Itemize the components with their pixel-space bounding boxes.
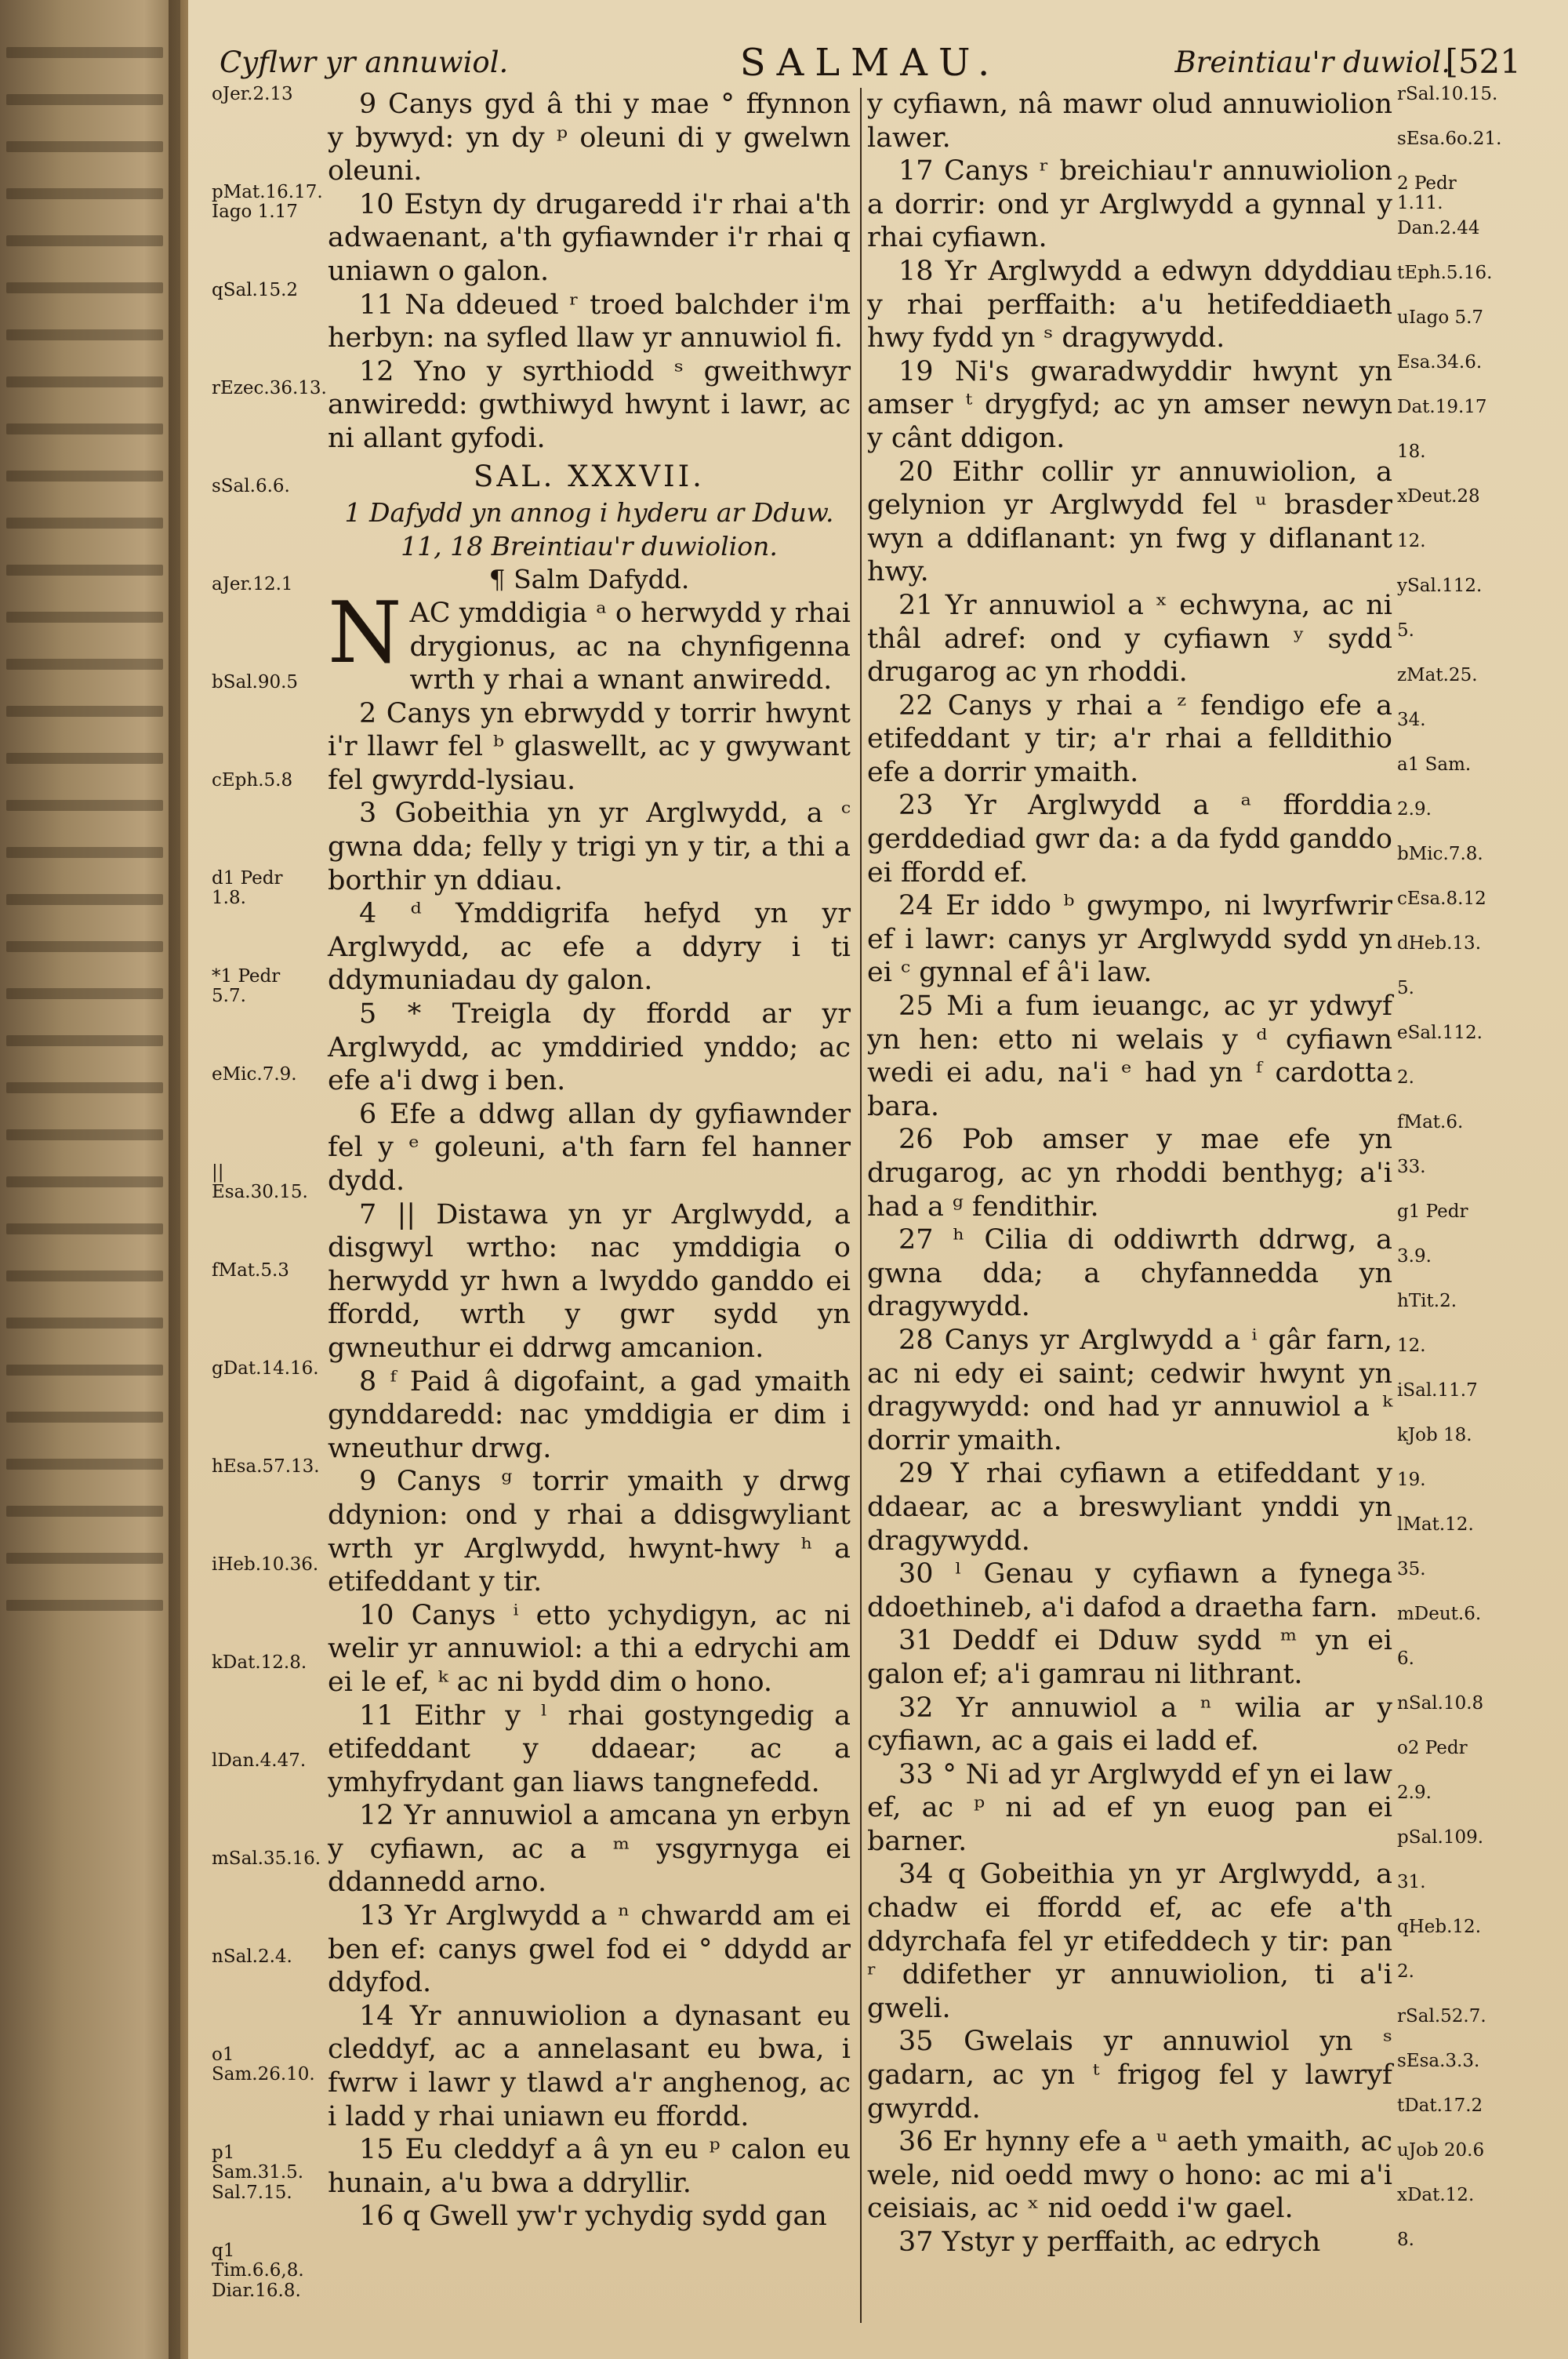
cross-reference: 34.: [1397, 710, 1426, 730]
cross-reference: hEsa.57.13.: [212, 1456, 320, 1477]
cross-reference: g1 Pedr: [1397, 1201, 1468, 1222]
verse: 28 Canys yr Arglwydd a ⁱ gâr farn, ac ni edy ei saint; cedwir hwynt yn dragywydd: ond had yr annuwiol a ᵏ dorrir ymaith.: [867, 1324, 1392, 1456]
cross-reference: 35.: [1397, 1559, 1426, 1579]
verse: 29 Y rhai cyfiawn a etifeddant y ddaear, ac a breswyliant ynddi yn dragywydd.: [867, 1458, 1392, 1557]
verse: 9 Canys gyd â thi y mae ° ffynnon y bywyd: yn dy ᵖ oleuni di y gwelwn oleuni.: [328, 89, 851, 187]
cross-reference: *1 Pedr 5.7.: [212, 966, 281, 1007]
cross-reference: 8.: [1397, 2230, 1414, 2250]
verse: 30 ˡ Genau y cyfiawn a fynega ddoethineb, a'i dafod a draetha farn.: [867, 1558, 1392, 1623]
verse: 22 Canys y rhai a ᶻ fendigo efe a etifeddant y tir; a'r rhai a felldithio efe a dorrir ymaith.: [867, 689, 1392, 788]
cross-reference: p1 Sam.31.5. Sal.7.15.: [212, 2143, 304, 2203]
cross-reference: nSal.2.4.: [212, 1946, 292, 1967]
cross-reference: 33.: [1397, 1157, 1426, 1177]
header-left: Cyflwr yr annuwiol.: [220, 45, 509, 79]
verse: 23 Yr Arglwydd a ᵃ fforddia gerddediad gwr da: a da fydd ganddo ei ffordd ef.: [867, 790, 1392, 889]
cross-reference: 18.: [1397, 442, 1426, 462]
cross-reference: 2 Pedr 1.11.: [1397, 173, 1457, 214]
verse: 3 Gobeithia yn yr Arglwydd, a ᶜ gwna dda; felly y trigi yn y tir, a thi a borthir yn ddiau.: [328, 798, 851, 896]
cross-reference: 31.: [1397, 1872, 1426, 1892]
cross-reference: 3.9.: [1397, 1246, 1432, 1267]
verse: 33 ° Ni ad yr Arglwydd ef yn ei law ef, ac ᵖ ni ad ef yn euog pan ei barner.: [867, 1758, 1392, 1857]
verse: 6 Efe a ddwg allan dy gyfiawnder fel y ᵉ goleuni, a'th farn fel hanner dydd.: [328, 1098, 851, 1197]
verse: 11 Eithr y ˡ rhai gostyngedig a etifeddant y ddaear; ac a ymhyfrydant gan liaws tangnefedd.: [328, 1699, 851, 1798]
cross-reference: oJer.2.13: [212, 84, 293, 104]
cross-reference: sEsa.3.3.: [1397, 2051, 1480, 2071]
cross-reference: zMat.25.: [1397, 665, 1478, 685]
cross-reference: qHeb.12.: [1397, 1917, 1482, 1937]
cross-reference: ySal.112.: [1397, 576, 1483, 596]
cross-reference: pMat.16.17. Iago 1.17: [212, 182, 323, 223]
cross-reference: mDeut.6.: [1397, 1604, 1482, 1624]
cross-reference: xDeut.28: [1397, 486, 1480, 507]
verse: 35 Gwelais yr annuwiol yn ˢ gadarn, ac yn ᵗ frigog fel y lawryf gwyrdd.: [867, 2026, 1392, 2125]
column-divider: [860, 88, 862, 2323]
verse: 9 Canys ᵍ torrir ymaith y drwg ddynion: ond y rhai a ddisgwyliant wrth yr Arglwydd, hwynt-hwy ʰ a etifeddant y tir.: [328, 1466, 851, 1598]
cross-reference: q1 Tim.6.6,8. Diar.16.8.: [212, 2241, 304, 2301]
cross-reference: uJob 20.6: [1397, 2140, 1485, 2161]
header-right: Breintiau'r duwiol.: [1174, 45, 1450, 79]
cross-reference: bSal.90.5: [212, 672, 299, 692]
header-title: SALMAU.: [739, 41, 1001, 85]
cross-reference: kJob 18.: [1397, 1425, 1472, 1445]
cross-reference: Dan.2.44: [1397, 218, 1480, 238]
cross-reference: 2.9.: [1397, 1783, 1432, 1803]
cross-reference: || Esa.30.15.: [212, 1162, 308, 1203]
cross-reference: cEsa.8.12: [1397, 889, 1486, 909]
psalm-title: SAL. XXXVII.: [474, 459, 705, 493]
verse: 12 Yr annuwiol a amcana yn erbyn y cyfiawn, ac a ᵐ ysgyrnyga ei ddannedd arno.: [328, 1800, 851, 1899]
cross-reference: rSal.52.7.: [1397, 2006, 1486, 2026]
cross-reference: d1 Pedr 1.8.: [212, 868, 283, 909]
cross-reference: nSal.10.8: [1397, 1693, 1484, 1714]
cross-reference: iSal.11.7: [1397, 1380, 1478, 1401]
cross-reference: pSal.109.: [1397, 1827, 1484, 1848]
psalm-summary: 1 Dafydd yn annog i hyderu ar Dduw. 11, 18 Breintiau'r duwiolion.: [344, 497, 834, 562]
cross-reference: gDat.14.16.: [212, 1358, 319, 1379]
cross-reference: lDan.4.47.: [212, 1750, 307, 1771]
cross-reference: aJer.12.1: [212, 574, 293, 594]
verse: 4 ᵈ Ymddigrifa hefyd yn yr Arglwydd, ac efe a ddyry i ti ddymuniadau dy galon.: [328, 898, 851, 997]
cross-reference: 6.: [1397, 1648, 1414, 1669]
verse: 36 Er hynny efe a ᵘ aeth ymaith, ac wele, nid oedd mwy o hono: ac mi a'i ceisiais, ac ˣ nid oedd i'w gael.: [867, 2126, 1392, 2225]
verse: 12 Yno y syrthiodd ˢ gweithwyr anwiredd: gwthiwyd hwynt i lawr, ac ni allant gyfodi.: [328, 355, 851, 454]
verse: 11 Na ddeued ʳ troed balchder i'm herbyn: na syfled llaw yr annuwiol fi.: [328, 289, 851, 354]
cross-reference: mSal.35.16.: [212, 1848, 321, 1869]
verse: 16 q Gwell yw'r ychydig sydd gan: [359, 2201, 827, 2233]
page-number: [521: [1445, 42, 1521, 81]
verse: 19 Ni's gwaradwyddir hwynt yn amser ᵗ drygfyd; ac yn amser newyn y cânt ddigon.: [867, 355, 1392, 454]
previous-page-edge: [0, 0, 180, 2359]
verse: 20 Eithr collir yr annuwiolion, a gelynion yr Arglwydd fel ᵘ brasder wyn a ddiflanant: yn fwg y diflanant hwy.: [867, 456, 1392, 588]
cross-reference: xDat.12.: [1397, 2185, 1475, 2205]
cross-reference: 12.: [1397, 1336, 1426, 1356]
cross-reference: 12.: [1397, 531, 1426, 551]
cross-reference: 2.: [1397, 1961, 1414, 1982]
cross-reference: Dat.19.17: [1397, 397, 1487, 417]
verse: 31 Deddf ei Dduw sydd ᵐ yn ei galon ef; a'i gamrau ni lithrant.: [867, 1625, 1392, 1690]
cross-reference: bMic.7.8.: [1397, 844, 1483, 864]
verse: 21 Yr annuwiol a ˣ echwyna, ac ni thâl adref: ond y cyfiawn ʸ sydd drugarog ac yn rhoddi.: [867, 589, 1392, 689]
verse: 37 Ystyr y perffaith, ac edrych: [898, 2226, 1321, 2258]
cross-reference: o2 Pedr: [1397, 1738, 1468, 1758]
psalm-heading: ¶ Salm Dafydd.: [488, 564, 690, 595]
cross-reference: sEsa.6o.21.: [1397, 129, 1502, 149]
cross-reference: 19.: [1397, 1470, 1426, 1490]
verse: 10 Estyn dy drugaredd i'r rhai a'th adwaenant, a'th gyfiawnder i'r rhai q uniawn o galon.: [328, 188, 851, 287]
cross-reference: fMat.6.: [1397, 1112, 1464, 1132]
verse: 27 ʰ Cilia di oddiwrth ddrwg, a gwna dda; a chyfannedda yn dragywydd.: [867, 1224, 1392, 1323]
cross-reference: rSal.10.15.: [1397, 84, 1498, 104]
verse: 32 Yr annuwiol a ⁿ wilia ar y cyfiawn, ac a gais ei ladd ef.: [867, 1692, 1392, 1757]
verse: 7 || Distawa yn yr Arglwydd, a disgwyl wrtho: nac ymddigia o herwydd yr hwn a lwyddo ganddo ei ffordd, wrth y gwr sydd yn gwneuthur ei ddrwg amcanion.: [328, 1198, 851, 1364]
cross-reference: tEph.5.16.: [1397, 263, 1493, 283]
verse: 17 Canys ʳ breichiau'r annuwiolion a dorrir: ond yr Arglwydd a gynnal y rhai cyfiawn.: [867, 155, 1392, 254]
cross-reference: dHeb.13.: [1397, 933, 1482, 954]
verse: 24 Er iddo ᵇ gwympo, ni lwyrfwrir ef i lawr: canys yr Arglwydd sydd yn ei ᶜ gynnal ef â'i law.: [867, 890, 1392, 989]
verse: 5 * Treigla dy ffordd ar yr Arglwydd, ac ymddiried ynddo; ac efe a'i dwg i ben.: [328, 998, 851, 1097]
cross-reference: qSal.15.2: [212, 280, 299, 300]
cross-reference: uIago 5.7: [1397, 307, 1484, 328]
cross-reference: kDat.12.8.: [212, 1652, 307, 1673]
right-text-column: [867, 88, 1392, 2259]
cross-reference: Esa.34.6.: [1397, 352, 1483, 373]
verse: 26 Pob amser y mae efe yn drugarog, ac yn rhoddi benthyg; a'i had a ᵍ fendithir.: [867, 1124, 1392, 1223]
cross-reference: fMat.5.3: [212, 1260, 289, 1281]
cross-reference: cEph.5.8: [212, 770, 293, 791]
cross-reference: tDat.17.2: [1397, 2095, 1483, 2116]
cross-reference: hTit.2.: [1397, 1291, 1457, 1311]
cross-reference: lMat.12.: [1397, 1514, 1474, 1535]
cross-reference: o1 Sam.26.10.: [212, 2045, 315, 2085]
verse: 25 Mi a fum ieuangc, ac yr ydwyf yn hen: etto ni welais y ᵈ cyfiawn wedi ei adu, na'i ᵉ had yn ᶠ cardotta bara.: [867, 990, 1392, 1122]
verse: NAC ymddigia ᵃ o herwydd y rhai drygionus, ac na chynfigenna wrth y rhai a wnant anwiredd.: [328, 583, 851, 696]
verse: y cyfiawn, nâ mawr olud annuwiolion lawer.: [867, 89, 1392, 154]
cross-reference: a1 Sam.: [1397, 754, 1472, 775]
verse: 15 Eu cleddyf a â yn eu ᵖ calon eu hunain, a'u bwa a ddryllir.: [328, 2134, 851, 2199]
drop-cap: N: [328, 583, 402, 682]
cross-reference: sSal.6.6.: [212, 476, 290, 496]
cross-reference: 5.: [1397, 620, 1414, 641]
cross-reference: eSal.112.: [1397, 1023, 1483, 1043]
verse: 18 Yr Arglwydd a edwyn ddyddiau y rhai perffaith: a'u hetifeddiaeth hwy fydd yn ˢ dragywydd.: [867, 255, 1392, 354]
running-header: [220, 39, 1521, 94]
cross-reference: 2.9.: [1397, 799, 1432, 820]
cross-reference: rEzec.36.13.: [212, 378, 327, 398]
verse: 10 Canys ⁱ etto ychydigyn, ac ni welir yr annuwiol: a thi a edrychi am ei le ef, ᵏ ac ni bydd dim o hono.: [328, 1599, 851, 1698]
cross-reference: iHeb.10.36.: [212, 1554, 319, 1575]
verse: 14 Yr annuwiolion a dynasant eu cleddyf, ac a annelasant eu bwa, i fwrw i lawr y tlawd a'r anghenog, ac i ladd y rhai uniawn eu ffordd.: [328, 2000, 851, 2132]
verse: 13 Yr Arglwydd a ⁿ chwardd am ei ben ef: canys gwel fod ei ° ddydd ar ddyfod.: [328, 1900, 851, 1999]
cross-reference: 5.: [1397, 978, 1414, 998]
cross-reference: eMic.7.9.: [212, 1064, 297, 1085]
cross-reference: 2.: [1397, 1067, 1414, 1088]
verse: 34 q Gobeithia yn yr Arglwydd, a chadw ei ffordd ef, ac efe a'th ddyrchafa fel yr etifeddech y tir: pan ʳ ddifether yr annuwiolion, ti a'i gweli.: [867, 1859, 1392, 2024]
left-text-column: [328, 88, 851, 2234]
verse: 8 ᶠ Paid â digofaint, a gad ymaith gynddaredd: nac ymddigia er dim i wneuthur drwg.: [328, 1365, 851, 1464]
verse: 2 Canys yn ebrwydd y torrir hwynt i'r llawr fel ᵇ glaswellt, ac y gwywant fel gwyrdd-lysiau.: [328, 697, 851, 796]
